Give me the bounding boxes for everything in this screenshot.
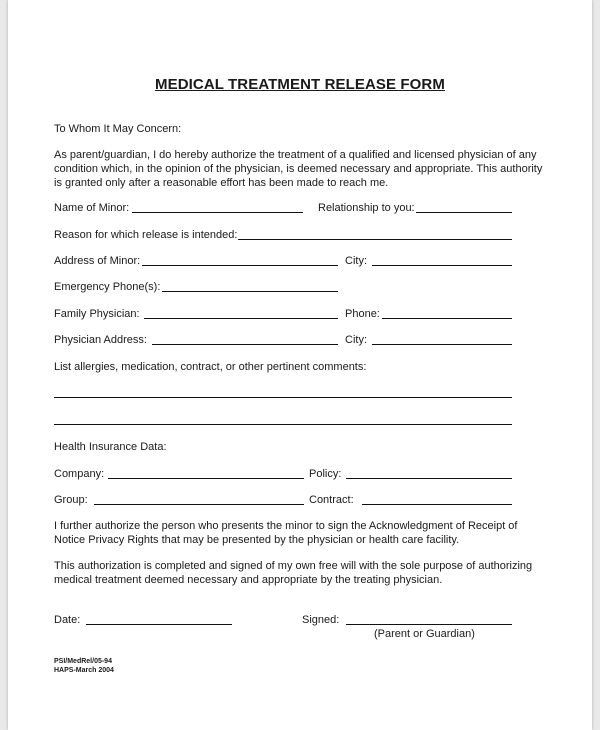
footer-code-1: PSI/MedRel/05-94 bbox=[54, 658, 112, 665]
reason-label: Reason for which release is intended: bbox=[54, 229, 238, 241]
signer-caption: (Parent or Guardian) bbox=[374, 628, 475, 640]
authorize-line-1: I further authorize the person who presents the minor to sign the Acknowledgment of Receipt of bbox=[54, 520, 518, 532]
salutation: To Whom It May Concern: bbox=[54, 123, 182, 135]
name-of-minor-field[interactable] bbox=[132, 212, 303, 213]
free-will-line-1: This authorization is completed and signed of my own free will with the sole purpose of authorizing bbox=[54, 560, 533, 572]
contract-label: Contract: bbox=[309, 494, 354, 506]
reason-field[interactable] bbox=[238, 239, 512, 240]
group-label: Group: bbox=[54, 494, 88, 506]
relationship-field[interactable] bbox=[416, 212, 512, 213]
policy-field[interactable] bbox=[346, 478, 512, 479]
phone-label: Phone: bbox=[345, 308, 380, 320]
insurance-heading: Health Insurance Data: bbox=[54, 441, 167, 453]
contract-field[interactable] bbox=[362, 504, 512, 505]
city-field-1[interactable] bbox=[372, 265, 512, 266]
authorize-line-2: Notice Privacy Rights that may be presented by the physician or health care facility. bbox=[54, 534, 460, 546]
emergency-phone-field[interactable] bbox=[162, 291, 338, 292]
family-physician-field[interactable] bbox=[144, 318, 338, 319]
allergies-line-1[interactable] bbox=[54, 397, 512, 398]
physician-address-field[interactable] bbox=[152, 344, 338, 345]
family-physician-label: Family Physician: bbox=[54, 308, 140, 320]
emergency-phone-label: Emergency Phone(s): bbox=[54, 281, 161, 293]
form-page bbox=[8, 0, 592, 730]
policy-label: Policy: bbox=[309, 468, 342, 480]
phone-field[interactable] bbox=[382, 318, 512, 319]
intro-line-2: condition which, in the opinion of the physician, is deemed necessary and appropriate. This authority bbox=[54, 163, 543, 175]
group-field[interactable] bbox=[94, 504, 304, 505]
city-field-2[interactable] bbox=[372, 344, 512, 345]
city-label-1: City: bbox=[345, 255, 367, 267]
intro-line-1: As parent/guardian, I do hereby authorize the treatment of a qualified and licensed physician of any bbox=[54, 149, 537, 161]
form-title: MEDICAL TREATMENT RELEASE FORM bbox=[155, 76, 445, 93]
address-of-minor-label: Address of Minor: bbox=[54, 255, 141, 267]
company-label: Company: bbox=[54, 468, 105, 480]
date-label: Date: bbox=[54, 614, 81, 626]
name-of-minor-label: Name of Minor: bbox=[54, 202, 130, 214]
city-label-2: City: bbox=[345, 334, 367, 346]
address-of-minor-field[interactable] bbox=[142, 265, 338, 266]
footer-code-2: HAPS-March 2004 bbox=[54, 667, 114, 674]
relationship-label: Relationship to you: bbox=[318, 202, 415, 214]
intro-line-3: is granted only after a reasonable effort has been made to reach me. bbox=[54, 177, 389, 189]
free-will-line-2: medical treatment deemed necessary and appropriate by the treating physician. bbox=[54, 574, 443, 586]
signature-field[interactable] bbox=[346, 624, 512, 625]
physician-address-label: Physician Address: bbox=[54, 334, 147, 346]
allergies-line-2[interactable] bbox=[54, 424, 512, 425]
allergies-label: List allergies, medication, contract, or other pertinent comments: bbox=[54, 361, 367, 373]
company-field[interactable] bbox=[108, 478, 304, 479]
date-field[interactable] bbox=[86, 624, 232, 625]
signed-label: Signed: bbox=[302, 614, 340, 626]
